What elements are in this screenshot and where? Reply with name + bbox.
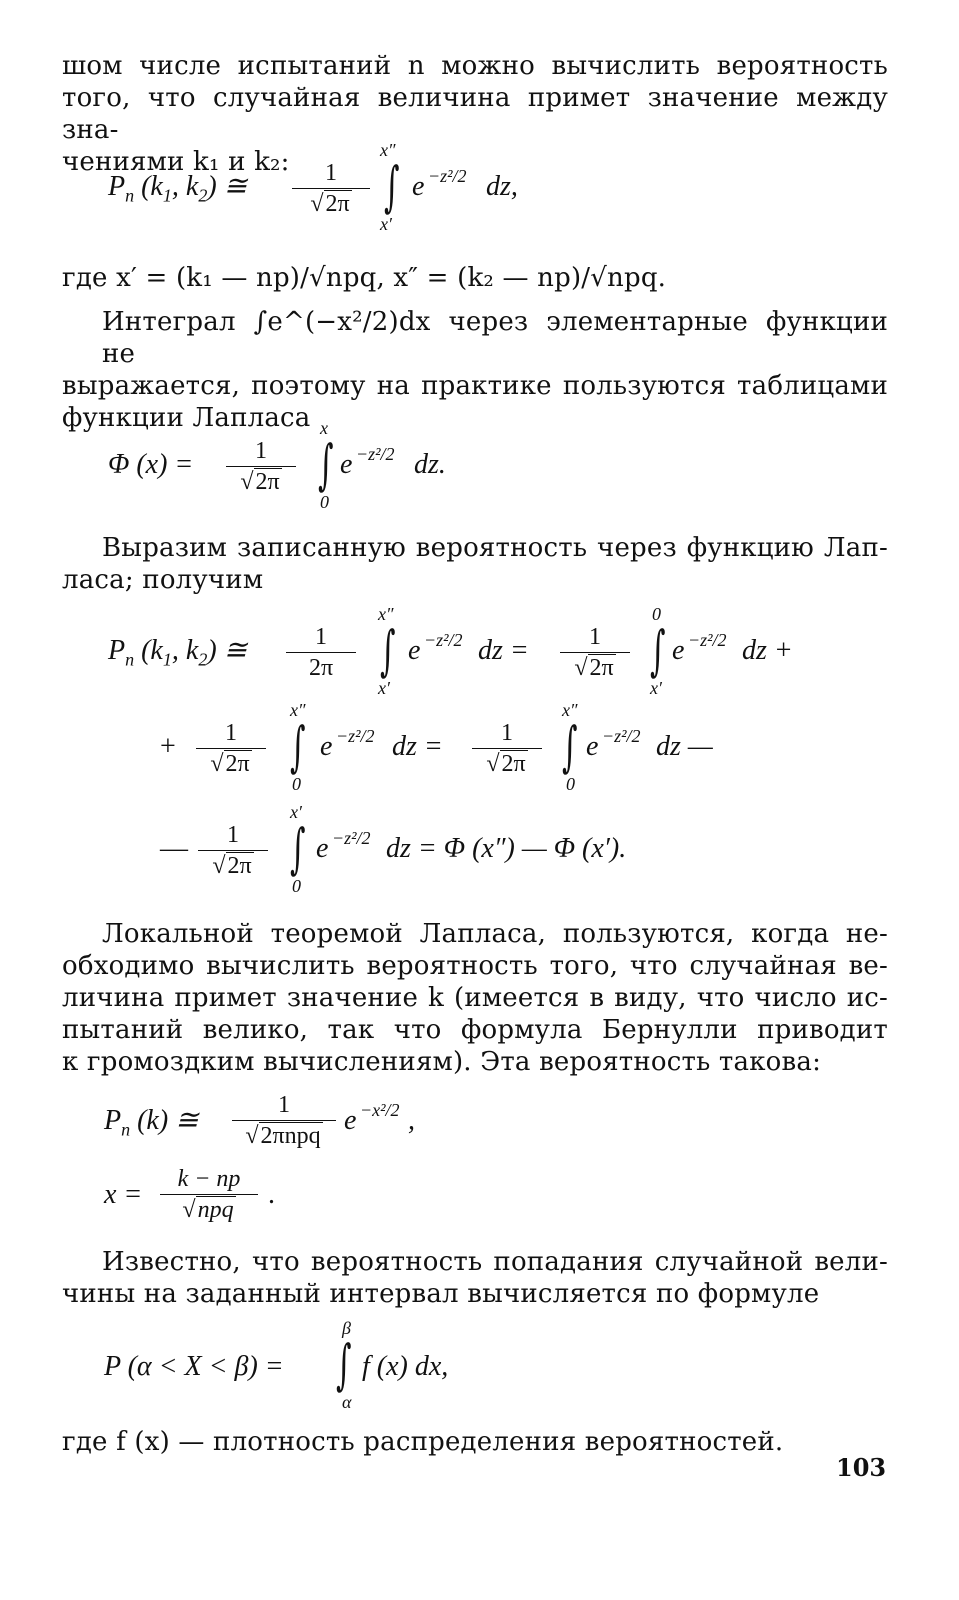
paragraph-local-theorem xyxy=(62,918,888,1078)
text-line: шом числе испытаний n можно вычислить вероятность xyxy=(62,51,888,81)
density-definition: где f (x) — плотность распределения вероятностей. xyxy=(62,1427,784,1457)
text-line: ласа; получим xyxy=(62,565,264,595)
paragraph-integral xyxy=(62,306,888,434)
text-line: пытаний велико, так что формула Бернулли приводит xyxy=(62,1015,888,1045)
paragraph-express xyxy=(62,532,888,596)
page-number: 103 xyxy=(836,1453,887,1482)
text-line: к громоздким вычислениям). Эта вероятность такова: xyxy=(62,1047,822,1077)
text-line: чениями k₁ и k₂: xyxy=(62,147,290,177)
text-line: Выразим записанную вероятность через функцию Лап- xyxy=(102,533,888,563)
text-line: личина примет значение k (имеется в виду, что число ис- xyxy=(62,983,888,1013)
book-page: шом числе испытаний n можно вычислить вероятность того, что случайная величина примет значение между зна- чениями k₁ и k₂: $P_n$ ($k_1$, $k_2$) ≅ 1 √2π x″ ∫ x′ e −z²/2 dz, где x′ = (k₁ — np)/√npq, x″ = (k₂ — np)/√npq. Интеграл ∫e^(−x²/2)dx через элементарные функции не выражается, поэтому на практике пользуются таблицами функции Лапласа Φ (x) = 1 √2π x ∫ 0 e −z²/2 dz. Выразим записанную вероятность через функцию Лап- ласа; получим $P_n$ ($k_1$, $k_2$) ≅ 1 2π x″ ∫ x′ e −z²/2 dz = 1 √2π 0 ∫ x′ e −z²/2 dz + + 1 √2π x″ ∫ 0 e −z²/2 dz = 1 √2π x″ ∫ 0 e −z²/2 dz — — 1 √2π x′ ∫ 0 e −z²/2 dz = Φ (x″) — Φ (x′). Локальной теоремой Лапласа, пользуются, когда не- обходимо вычислить вероятность того, что случайная ве- личина примет значение k (имеется в виду, что число ис- пытаний велико, так что формула Бернулли приводит к громоздким вычислениям). Эта вероятность такова: $P_n$ (k) ≅ 1 √2πnpq e −x²/2 , x = k − np √npq . Известно, что вероятность попадания случайной вели- чины на заданный интервал вычисляется по формуле P (α < X < β) = β ∫ α f (x) dx, где f (x) — плотность распределения вероятностей. 103 xyxy=(62,51,888,1482)
text-line: выражается, поэтому на практике пользуются таблицами xyxy=(62,371,888,401)
text-line: того, что случайная величина примет значение между зна- xyxy=(62,83,888,145)
paragraph-interval xyxy=(62,1246,888,1310)
text-line: функции Лапласа xyxy=(62,403,311,433)
paragraph-intro xyxy=(62,50,888,178)
text-line: Известно, что вероятность попадания случайной вели- xyxy=(102,1247,888,1277)
text-line: Интеграл ∫e^(−x²/2)dx через элементарные функции не xyxy=(102,307,888,369)
text-line: чины на заданный интервал вычисляется по формуле xyxy=(62,1279,820,1309)
where-definitions: где x′ = (k₁ — np)/√npq, x″ = (k₂ — np)/√npq. xyxy=(62,263,667,293)
text-line: Локальной теоремой Лапласа, пользуются, когда не- xyxy=(102,919,888,949)
text-line: обходимо вычислить вероятность того, что случайная ве- xyxy=(62,951,888,981)
